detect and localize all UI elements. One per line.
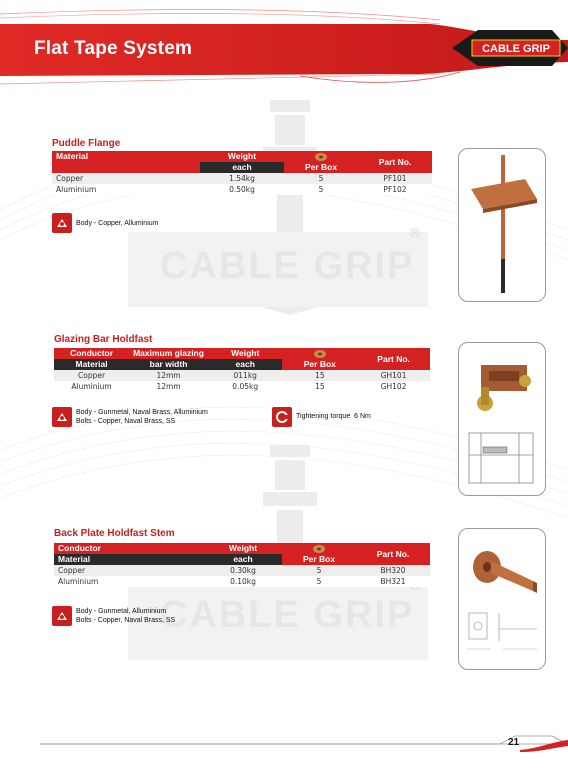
note-body: Body - Gunmetal, Naval Brass, Alluminium	[76, 409, 208, 416]
nut-icon	[314, 152, 328, 162]
watermark-text-2: CABLE GRIP	[160, 594, 415, 636]
cell-weight: 011kg	[208, 370, 283, 381]
page-number: 21	[508, 737, 520, 748]
table-row	[54, 370, 430, 381]
torque-label: Tightening torque	[296, 413, 351, 420]
col-per-box	[284, 151, 358, 173]
col-part-no: Part No.	[358, 151, 432, 173]
col-weight: Weight	[200, 151, 284, 162]
watermark-text-1: CABLE GRIP	[160, 245, 415, 287]
col-weight-each: each	[208, 359, 283, 370]
table-row	[54, 576, 430, 587]
puddle-flange-table	[52, 151, 432, 195]
table-row	[54, 565, 430, 576]
cell-part-no: BH320	[356, 565, 430, 576]
cell-weight: 0.50kg	[200, 184, 284, 195]
cell-per-box: 15	[282, 370, 357, 381]
cell-weight: 0.05kg	[208, 381, 283, 392]
col-glazing: Maximum glazing	[129, 348, 208, 359]
cell-material: Aluminium	[52, 184, 200, 195]
glazing-bar-table	[54, 348, 430, 392]
cell-glazing: 12mm	[129, 370, 208, 381]
cell-per-box: 15	[282, 381, 357, 392]
cell-part-no: BH321	[356, 576, 430, 587]
cell-per-box: 5	[282, 576, 356, 587]
back-plate-table	[54, 543, 430, 587]
cell-glazing: 12mm	[129, 381, 208, 392]
cell-part-no: GH101	[357, 370, 430, 381]
col-per-box	[282, 348, 357, 370]
section-title-puddle-flange: Puddle Flange	[52, 138, 121, 149]
col-weight: Weight	[208, 348, 283, 359]
col-weight: Weight	[204, 543, 282, 554]
col-part-no: Part No.	[356, 543, 430, 565]
col-glazing-sub: bar width	[129, 359, 208, 370]
image-frame-back-plate	[458, 528, 546, 670]
back-plate-image	[459, 529, 545, 669]
cell-material: Copper	[54, 370, 129, 381]
cell-per-box: 5	[284, 184, 358, 195]
col-per-box-label: Per Box	[304, 161, 338, 172]
torque-note	[296, 412, 371, 421]
col-material: Material	[54, 359, 129, 370]
nut-icon	[313, 349, 327, 359]
cell-weight: 1.54kg	[200, 173, 284, 184]
col-per-box-label: Per Box	[303, 358, 336, 369]
cell-material: Copper	[54, 565, 204, 576]
note-bolts: Bolts - Copper, Naval Brass, SS	[76, 418, 176, 425]
col-per-box-label: Per Box	[302, 553, 336, 564]
section-title-glazing-bar: Glazing Bar Holdfast	[54, 334, 153, 345]
col-weight-each: each	[204, 554, 282, 565]
image-frame-glazing-bar	[458, 342, 546, 496]
material-icon	[52, 213, 72, 233]
watermark-registered-1: ®	[408, 226, 422, 242]
image-frame-puddle-flange	[458, 148, 546, 302]
torque-value: 6 Nm	[354, 413, 371, 420]
cell-weight: 0.10kg	[204, 576, 282, 587]
material-icon	[52, 407, 72, 427]
puddle-flange-image	[459, 149, 545, 301]
col-material: Material	[54, 554, 204, 565]
note-body: Body - Gunmetal, Alluminium	[76, 608, 167, 615]
cell-material: Aluminium	[54, 576, 204, 587]
wrench-icon	[272, 407, 292, 427]
cell-part-no: GH102	[357, 381, 430, 392]
cell-material: Copper	[52, 173, 200, 184]
cell-per-box: 5	[284, 173, 358, 184]
section-title-back-plate: Back Plate Holdfast Stem	[54, 528, 175, 539]
logo-text: CABLE GRIP	[482, 43, 550, 55]
cell-per-box: 5	[282, 565, 356, 576]
col-part-no: Part No.	[357, 348, 430, 370]
nut-icon	[312, 544, 326, 554]
cell-part-no: PF102	[358, 184, 432, 195]
footer-rule	[0, 730, 568, 768]
cell-weight: 0.30kg	[204, 565, 282, 576]
cell-material: Aluminium	[54, 381, 129, 392]
cell-part-no: PF101	[358, 173, 432, 184]
table-row	[52, 173, 432, 184]
note-bolts: Bolts - Copper, Naval Brass, SS	[76, 617, 176, 624]
table-row	[54, 381, 430, 392]
col-weight-each: each	[200, 162, 284, 173]
col-conductor: Conductor	[54, 543, 204, 554]
material-icon	[52, 606, 72, 626]
col-per-box	[282, 543, 356, 565]
page-title: Flat Tape System	[34, 38, 193, 59]
col-conductor: Conductor	[54, 348, 129, 359]
note-body: Body - Copper, Alluminium	[76, 220, 159, 227]
table-row	[52, 184, 432, 195]
col-material: Material	[52, 151, 200, 162]
glazing-bar-image	[459, 343, 545, 495]
